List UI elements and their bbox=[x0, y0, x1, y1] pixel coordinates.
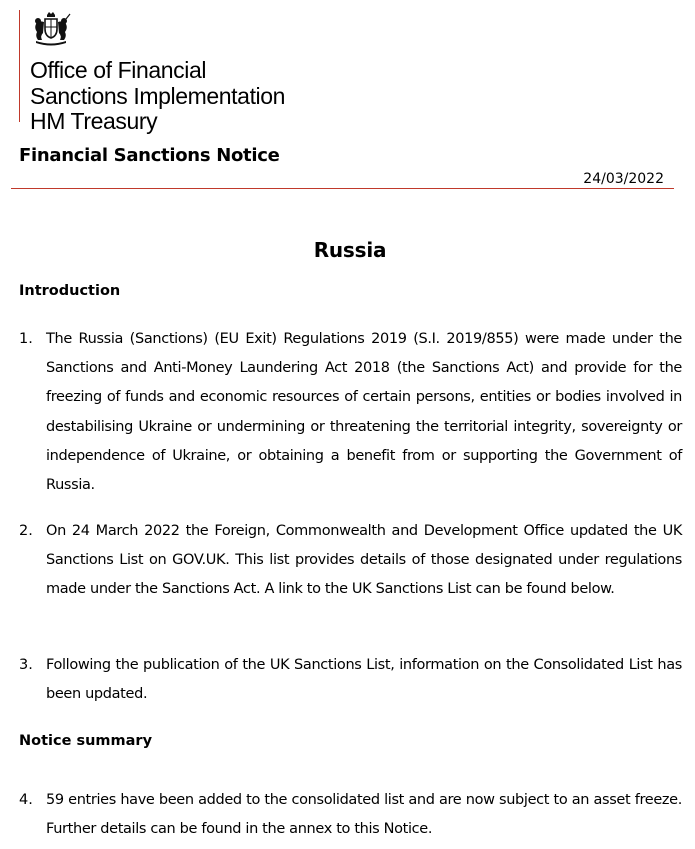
section-heading-introduction: Introduction bbox=[19, 283, 121, 299]
paragraph-2 bbox=[19, 517, 682, 605]
org-name-line-2: Sanctions Implementation bbox=[30, 83, 286, 109]
org-name-line-1: Office of Financial bbox=[30, 57, 207, 83]
paragraph-4 bbox=[19, 786, 682, 844]
section-heading-notice-summary: Notice summary bbox=[19, 733, 153, 749]
paragraph-number: 4. bbox=[19, 792, 33, 808]
royal-coat-of-arms-icon bbox=[30, 10, 72, 46]
notice-type-heading: Financial Sanctions Notice bbox=[19, 145, 280, 166]
document-title: Russia bbox=[313, 238, 387, 262]
paragraph-text: 59 entries have been added to the consolidated list and are now subject to an asset freeze. Further details can be found in the annex to this Notice. bbox=[46, 792, 682, 838]
notice-date: 24/03/2022 bbox=[583, 171, 664, 187]
paragraph-1 bbox=[19, 325, 682, 500]
paragraph-text: The Russia (Sanctions) (EU Exit) Regulations 2019 (S.I. 2019/855) were made under the Sanctions and Anti-Money Laundering Act 2018 (the Sanctions Act) and provide for the freezing of funds and economic resources of certain persons, entities or bodies involved in destabilising Ukraine or undermining or threatening the territorial integrity, sovereignty or independence of Ukraine, or obtaining a benefit from or supporting the Government of Russia. bbox=[46, 331, 682, 494]
paragraph-3 bbox=[19, 651, 682, 709]
paragraph-number: 3. bbox=[19, 657, 33, 673]
header-divider bbox=[11, 188, 674, 189]
paragraph-number: 1. bbox=[19, 331, 33, 347]
paragraph-number: 2. bbox=[19, 523, 33, 539]
ofsi-logo-block bbox=[19, 10, 320, 134]
paragraph-text: On 24 March 2022 the Foreign, Commonwealth and Development Office updated the UK Sanctions List on GOV.UK. This list provides details of those designated under regulations made under the Sanctions Act. A link to the UK Sanctions List can be found below. bbox=[46, 523, 682, 598]
paragraph-text: Following the publication of the UK Sanctions List, information on the Consolidated List has been updated. bbox=[46, 657, 682, 703]
org-name-line-3: HM Treasury bbox=[30, 108, 158, 134]
